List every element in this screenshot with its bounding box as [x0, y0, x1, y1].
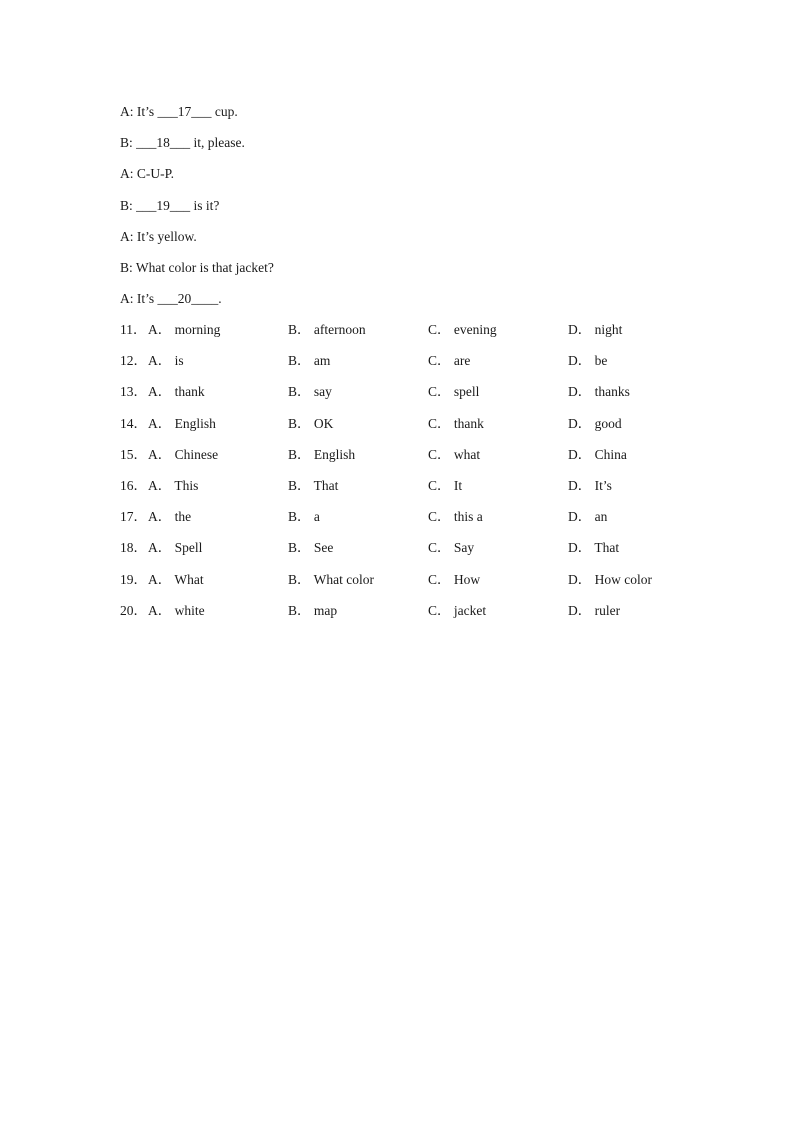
option-b: B． am: [288, 353, 331, 369]
dialogue-line: A: It’s ___20____.: [120, 291, 222, 307]
option-a: A． white: [148, 602, 205, 618]
option-d: D． thanks: [568, 384, 630, 400]
question-row: [120, 352, 608, 383]
question-number: 16．: [120, 477, 147, 493]
option-b: B． a: [288, 509, 320, 525]
option-b: B． See: [288, 540, 334, 556]
option-d: D． be: [568, 353, 608, 369]
option-d: D． ruler: [568, 602, 621, 618]
question-row: [120, 446, 627, 477]
question-row: [120, 571, 652, 602]
option-c: C． spell: [428, 384, 480, 400]
dialogue-line: A: It’s ___17___ cup.: [120, 104, 238, 119]
question-row: [120, 539, 620, 570]
option-d: D． How color: [568, 571, 652, 587]
dialogue-line: B: ___19___ is it?: [120, 197, 220, 213]
question-row: [120, 602, 621, 633]
option-c: C． How: [428, 571, 481, 587]
option-b: B． English: [288, 446, 356, 462]
option-a: A． the: [148, 509, 192, 525]
dialogue-section: [120, 103, 274, 321]
option-a: A． Chinese: [148, 446, 219, 462]
dialogue-line: A: C-U-P.: [120, 166, 175, 182]
option-a: A． is: [148, 353, 184, 369]
option-d: D． good: [568, 415, 622, 431]
question-row: [120, 321, 623, 352]
option-a: A． morning: [148, 322, 221, 337]
question-number: 13．: [120, 384, 147, 400]
option-a: A． This: [148, 477, 199, 493]
question-row: [120, 383, 630, 414]
option-b: B． afternoon: [288, 322, 366, 337]
option-c: C． jacket: [428, 602, 487, 618]
option-d: D． That: [568, 540, 620, 556]
option-c: C． this a: [428, 509, 483, 525]
option-c: C． what: [428, 446, 481, 462]
question-number: 19．: [120, 571, 147, 587]
question-options: [120, 321, 652, 633]
question-row: [120, 415, 622, 446]
question-number: 18．: [120, 540, 147, 556]
dialogue-line: B: ___18___ it, please.: [120, 135, 245, 151]
option-b: B． What color: [288, 571, 374, 587]
option-a: A． What: [148, 571, 204, 587]
option-d: D． night: [568, 322, 623, 337]
question-number: 11．: [120, 322, 147, 337]
question-row: [120, 508, 608, 539]
question-row: [120, 477, 612, 508]
question-number: 17．: [120, 509, 147, 525]
question-number: 15．: [120, 446, 147, 462]
option-b: B． map: [288, 602, 338, 618]
option-b: B． OK: [288, 415, 334, 431]
option-c: C． are: [428, 353, 471, 369]
option-a: A． thank: [148, 384, 205, 400]
option-b: B． say: [288, 384, 332, 400]
dialogue-line: A: It’s yellow.: [120, 228, 197, 244]
option-c: C． evening: [428, 322, 497, 337]
option-a: A． English: [148, 415, 216, 431]
question-number: 20．: [120, 602, 147, 618]
option-d: D． China: [568, 446, 627, 462]
option-d: D． an: [568, 509, 608, 525]
option-c: C． It: [428, 477, 463, 493]
dialogue-line: B: What color is that jacket?: [120, 259, 274, 275]
option-d: D． It’s: [568, 477, 612, 493]
question-number: 12．: [120, 353, 147, 369]
question-number: 14．: [120, 415, 147, 431]
option-b: B． That: [288, 477, 339, 493]
option-a: A． Spell: [148, 540, 203, 556]
option-c: C． Say: [428, 540, 475, 556]
option-c: C． thank: [428, 415, 484, 431]
